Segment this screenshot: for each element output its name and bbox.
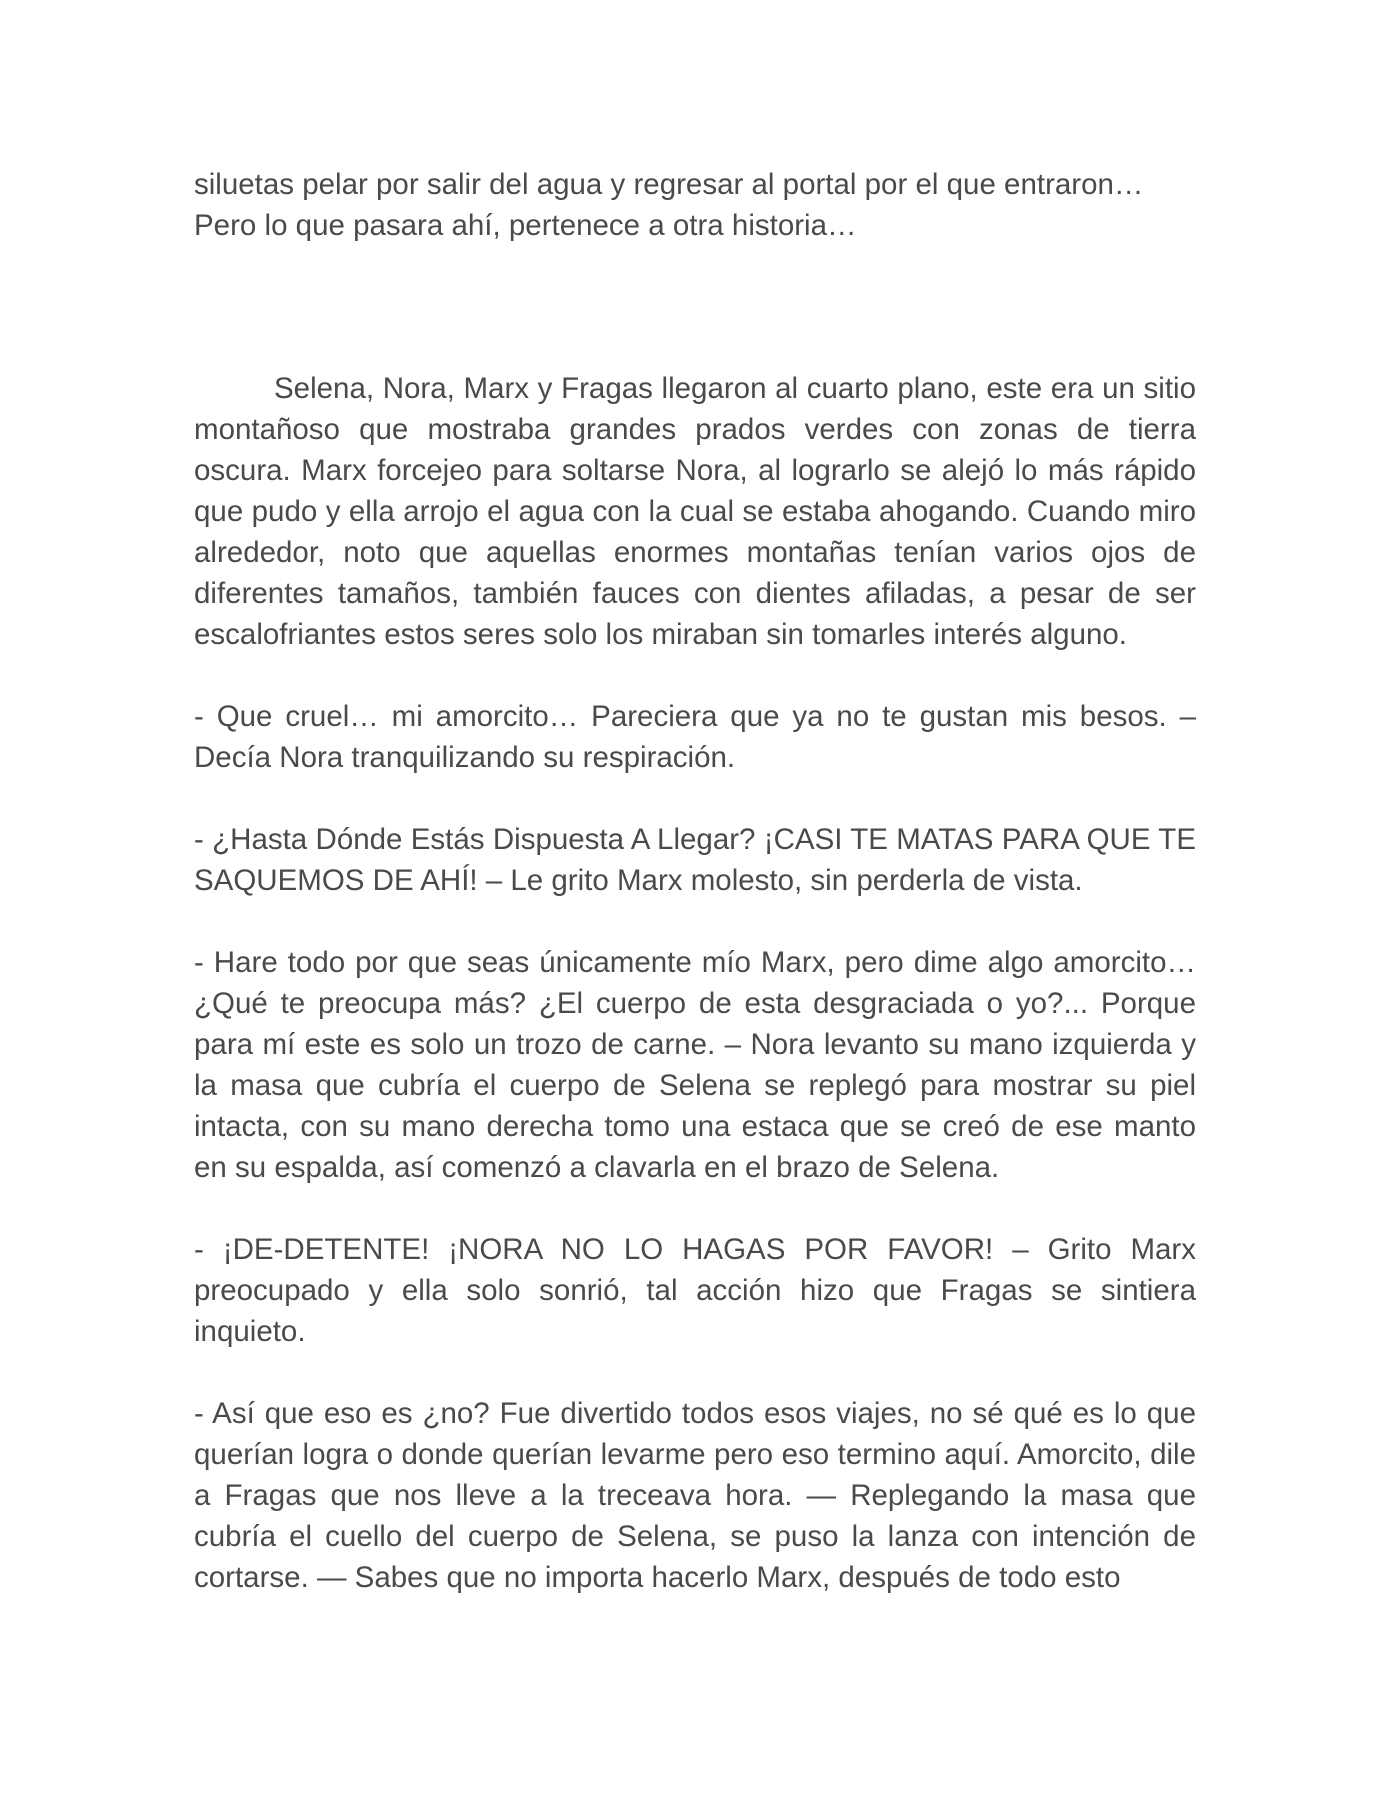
top-paragraph (194, 164, 1196, 246)
dialogue-paragraph: - Hare todo por que seas únicamente mío Marx, pero dime algo amorcito… ¿Qué te preocupa más? ¿El cuerpo de esta desgraciada o yo?... Porque para mí este es solo un trozo de carne. – Nora levanto su mano izquierda y la masa que cubría el cuerpo de Selena se replegó para mostrar su piel intacta, con su mano derecha tomo una estaca que se creó de ese manto en su espalda, así comenzó a clavarla en el brazo de Selena. (194, 946, 1196, 1184)
dialogue-paragraph: - Así que eso es ¿no? Fue divertido todos esos viajes, no sé qué es lo que querían logra o donde querían levarme pero eso termino aquí. Amorcito, dile a Fragas que nos lleve a la treceava hora. — Replegando la masa que cubría el cuello del cuerpo de Selena, se puso la lanza con intención de cortarse. — Sabes que no importa hacerlo Marx, después de todo esto (194, 1397, 1196, 1594)
dialogue-paragraph: - ¡DE-DETENTE! ¡NORA NO LO HAGAS POR FAVOR! – Grito Marx preocupado y ella solo sonrió, tal acción hizo que Fragas se sintiera inquieto. (194, 1233, 1196, 1348)
text-line: Pero lo que pasara ahí, pertenece a otra historia… (194, 209, 857, 242)
text-line: siluetas pelar por salir del agua y regresar al portal por el que entraron… (194, 168, 1144, 201)
dialogue-paragraph: - ¿Hasta Dónde Estás Dispuesta A Llegar? ¡CASI TE MATAS PARA QUE TE SAQUEMOS DE AHÍ! – Le grito Marx molesto, sin perderla de vista. (194, 823, 1196, 897)
main-body (194, 368, 1196, 1598)
dialogue-paragraph: - Que cruel… mi amorcito… Pareciera que ya no te gustan mis besos. – Decía Nora tranquilizando su respiración. (194, 700, 1196, 774)
narrative-paragraph: Selena, Nora, Marx y Fragas llegaron al cuarto plano, este era un sitio montañoso que mostraba grandes prados verdes con zonas de tierra oscura. Marx forcejeo para soltarse Nora, al lograrlo se alejó lo más rápido que pudo y ella arrojo el agua con la cual se estaba ahogando. Cuando miro alrededor, noto que aquellas enormes montañas tenían varios ojos de diferentes tamaños, también fauces con dientes afiladas, a pesar de ser escalofriantes estos seres solo los miraban sin tomarles interés alguno. (194, 372, 1196, 651)
